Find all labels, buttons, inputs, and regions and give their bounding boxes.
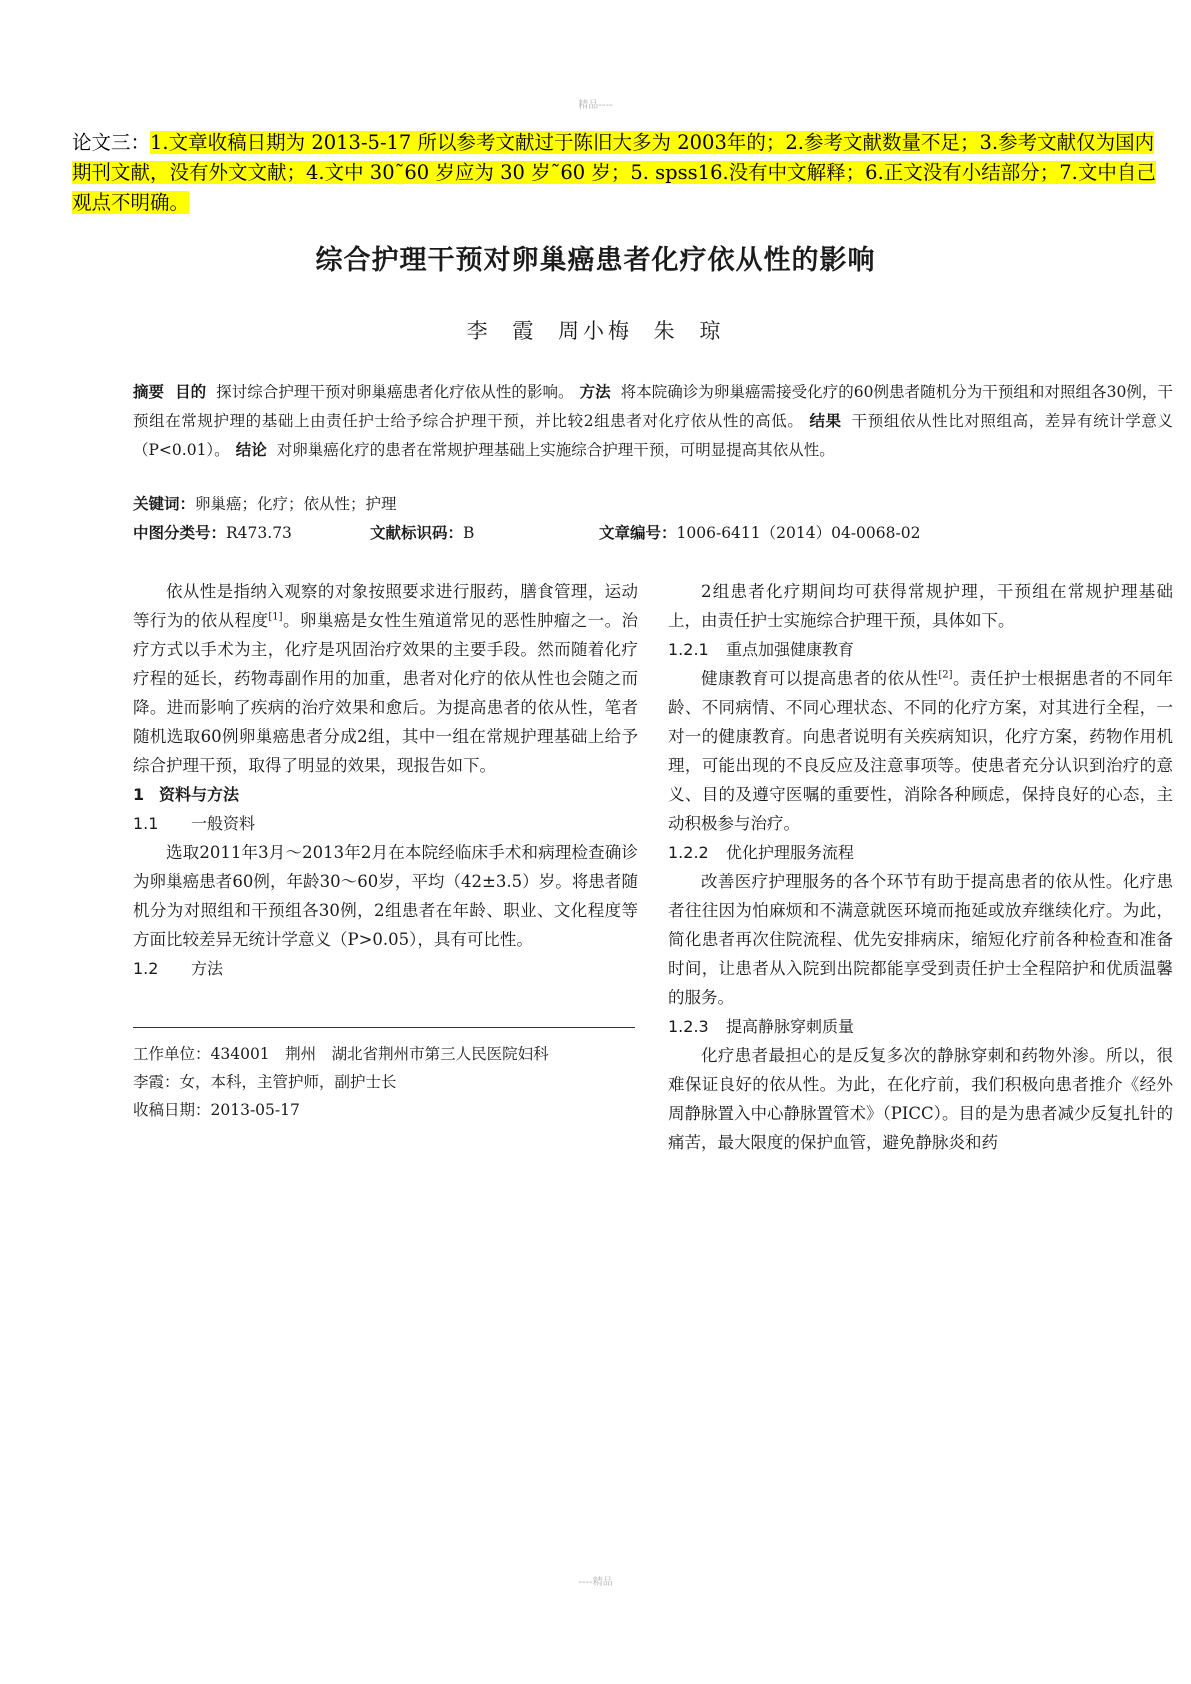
intro-text-b: 。卵巢癌是女性生殖道常见的恶性肿瘤之一。治疗方式以手术为主，化疗是巩固治疗效果的主要手段。然而随着化疗疗程的延长，药物毒副作用的加重，患者对化疗的依从性也会随之而降。进而影响了疾病的治疗效果和愈后。为提高患者的依从性，笔者随机选取60例卵巢癌患者分成2组，其中一组在常规护理基础上给予综合护理干预，取得了明显的效果，现报告如下。 xyxy=(133,611,639,775)
section-1-heading xyxy=(133,780,638,809)
intro-text-a: 依从性是指纳入观察的对象按照要求进行服药，膳食管理，运动等行为的依从程度 xyxy=(133,582,638,630)
header-watermark: 精品---- xyxy=(578,100,613,111)
doc-value: B xyxy=(463,524,475,542)
paper-title: 综合护理干预对卵巢癌患者化疗依从性的影响 xyxy=(315,245,876,276)
section-1-1-paragraph: 选取2011年3月～2013年2月在本院经临床手术和病理检查确诊为卵巢癌患者60例，年龄30～60岁，平均（42±3.5）岁。将患者随机分为对照组和干预组各30例，2组患者在年龄、职业、文化程度等方面比较差异无统计学意义（P>0.05），具有可比性。 xyxy=(133,843,638,949)
reference-1: [1] xyxy=(268,611,283,623)
section-1-title: 资料与方法 xyxy=(159,785,240,804)
section-1-2-1-paragraph xyxy=(668,664,1173,838)
clc-number xyxy=(133,521,292,543)
reference-2: [2] xyxy=(938,669,953,681)
abstract-method: 将本院确诊为卵巢癌需接受化疗的60例患者随机分为干预组和对照组各30例，干预组在常规护理的基础上由责任护士给予综合护理干预，并比较2组患者对化疗依从性的高低。 xyxy=(133,383,1173,430)
left-column xyxy=(133,577,638,983)
section-1-2-title: 方法 xyxy=(191,959,224,978)
clc-label: 中图分类号： xyxy=(133,524,227,542)
abstract-method-label: 方法 xyxy=(579,383,611,401)
article-number xyxy=(599,521,920,543)
section-1-2-1-heading xyxy=(668,635,1173,664)
abstract-result-label: 结果 xyxy=(809,412,842,430)
doc-label: 文献标识码： xyxy=(370,524,464,542)
section-1-2-3-title: 提高静脉穿刺质量 xyxy=(726,1017,855,1036)
section-1-2-1-text-b: 。责任护士根据患者的不同年龄、不同病情、不同心理状态、不同的化疗方案，对其进行全程，一对一的健康教育。向患者说明有关疾病知识，化疗方案，药物作用机理，可能出现的不良反应及注意事项等。使患者充分认识到治疗的意义、目的及遵守医嘱的重要性，消除各种顾虑，保持良好的心态，主动积极参与治疗。 xyxy=(668,669,1174,833)
abstract-result: 干预组依从性比对照组高，差异有统计学意义（P<0.01）。 xyxy=(133,412,1173,459)
section-1-2-heading xyxy=(133,954,638,983)
review-highlighted-text: 1.文章收稿日期为 2013-5-17 所以参考文献过于陈旧大多为 2003年的；2.参考文献数量不足；3.参考文献仅为国内期刊文献，没有外文文献；4.文中 30˜60 岁应为 30 岁˜60 岁；5. spss16.没有中文解释；6.正文没有小结部分；7.文中自己观点不明确。 xyxy=(72,131,1156,214)
keywords-label: 关键词： xyxy=(133,495,196,513)
section-1-2-2-paragraph: 改善医疗护理服务的各个环节有助于提高患者的依从性。化疗患者往往因为怕麻烦和不满意就医环境而拖延或放弃继续化疗。为此，简化患者再次住院流程、优先安排病床，缩短化疗前各种检查和准备时间，让患者从入院到出院都能享受到责任护士全程陪护和优质温馨的服务。 xyxy=(668,872,1173,1007)
section-1-2-1-text-a: 健康教育可以提高患者的依从性 xyxy=(701,669,939,688)
abstract-objective: 探讨综合护理干预对卵巢癌患者化疗依从性的影响。 xyxy=(216,383,574,401)
footnote-divider xyxy=(133,1027,635,1028)
right-column xyxy=(668,577,1173,1157)
section-1-1-heading xyxy=(133,809,638,838)
section-1-1-number: 1.1 xyxy=(133,814,159,833)
review-prefix: 论文三： xyxy=(72,131,151,154)
footnote-received-date: 收稿日期：2013-05-17 xyxy=(133,1101,300,1119)
section-1-1-title: 一般资料 xyxy=(191,814,256,833)
clc-value: R473.73 xyxy=(226,524,292,542)
review-comment xyxy=(72,128,1167,218)
section-1-2-paragraph: 2组患者化疗期间均可获得常规护理，干预组在常规护理基础上，由责任护士实施综合护理干预，具体如下。 xyxy=(668,582,1173,630)
section-1-2-3-paragraph: 化疗患者最担心的是反复多次的静脉穿刺和药物外渗。所以，很难保证良好的依从性。为此，在化疗前，我们积极向患者推介《经外周静脉置入中心静脉置管术》（PICC）。目的是为患者减少反复扎针的痛苦，最大限度的保护血管，避免静脉炎和药 xyxy=(668,1046,1173,1152)
footer-watermark: ----精品 xyxy=(578,1577,613,1588)
abstract-conclusion-label: 结论 xyxy=(235,441,267,459)
footnote-author-info: 李霞：女，本科，主管护师，副护士长 xyxy=(133,1073,397,1091)
doc-code xyxy=(370,521,474,543)
keywords xyxy=(133,492,1173,514)
section-1-2-1-number: 1.2.1 xyxy=(668,640,709,659)
keywords-value: 卵巢癌；化疗；依从性；护理 xyxy=(195,495,397,513)
abstract-conclusion: 对卵巢癌化疗的患者在常规护理基础上实施综合护理干预，可明显提高其依从性。 xyxy=(276,441,835,459)
intro-paragraph xyxy=(133,577,638,780)
abstract-label: 摘要 xyxy=(133,383,165,401)
section-1-number: 1 xyxy=(133,785,145,804)
abstract xyxy=(133,378,1173,465)
abstract-objective-label: 目的 xyxy=(175,383,207,401)
article-label: 文章编号： xyxy=(599,524,677,542)
section-1-2-2-heading xyxy=(668,838,1173,867)
section-1-2-2-number: 1.2.2 xyxy=(668,843,709,862)
section-1-2-3-number: 1.2.3 xyxy=(668,1017,709,1036)
section-1-2-2-title: 优化护理服务流程 xyxy=(726,843,855,862)
article-value: 1006-6411（2014）04-0068-02 xyxy=(676,524,921,542)
section-1-2-number: 1.2 xyxy=(133,959,159,978)
section-1-2-1-title: 重点加强健康教育 xyxy=(726,640,855,659)
paper-authors: 李 霞 周小梅 朱 琼 xyxy=(466,319,725,343)
footnote-affiliation: 工作单位：434001 荆州 湖北省荆州市第三人民医院妇科 xyxy=(133,1045,549,1063)
footnote xyxy=(133,1040,638,1124)
section-1-2-3-heading xyxy=(668,1012,1173,1041)
